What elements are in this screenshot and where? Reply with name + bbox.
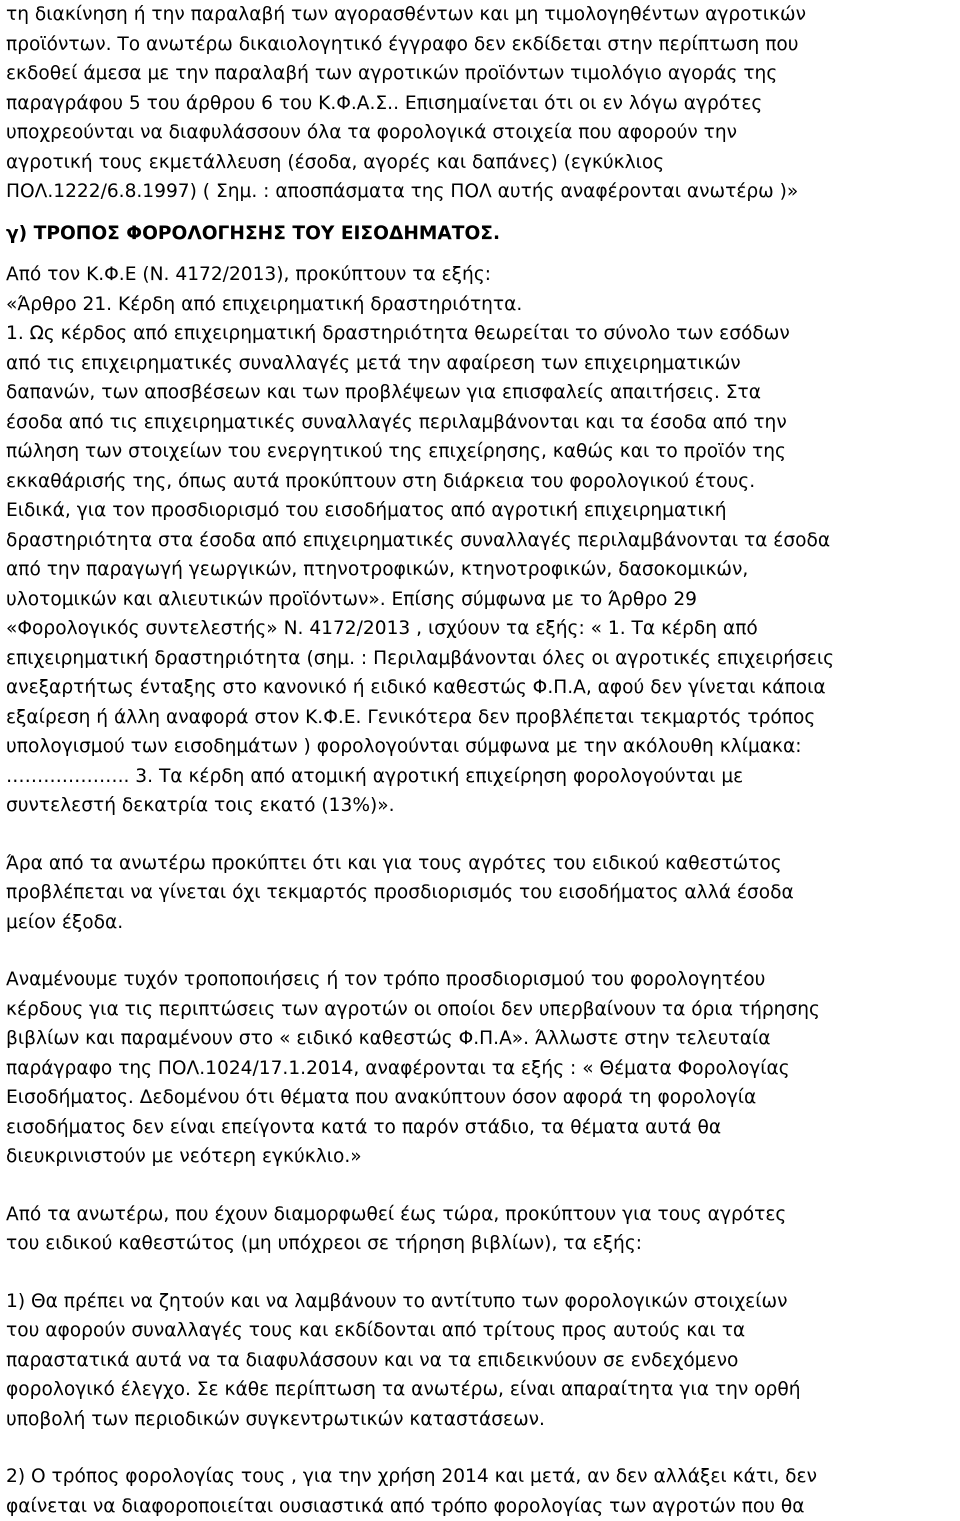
text-line: φορολογικό έλεγχο. Σε κάθε περίπτωση τα ανωτέρω, είναι απαραίτητα για την ορθή (6, 1375, 956, 1405)
text-line: πώληση των στοιχείων του ενεργητικού της επιχείρησης, καθώς και το προϊόν της (6, 437, 956, 467)
document-page (6, 0, 956, 1521)
text-line: έσοδα από τις επιχειρηματικές συναλλαγές περιλαμβάνονται και τα έσοδα από την (6, 408, 956, 438)
text-line: Από τον Κ.Φ.Ε (Ν. 4172/2013), προκύπτουν τα εξής: (6, 260, 956, 290)
text-line: από την παραγωγή γεωργικών, πτηνοτροφικών, κτηνοτροφικών, δασοκομικών, (6, 555, 956, 585)
text-line: Ειδικά, για τον προσδιορισμό του εισοδήματος από αγροτική επιχειρηματική (6, 496, 956, 526)
text-line: προϊόντων. Το ανωτέρω δικαιολογητικό έγγραφο δεν εκδίδεται στην περίπτωση που (6, 30, 956, 60)
paragraph-pending-changes (6, 965, 956, 1172)
text-line: συντελεστή δεκατρία τοις εκατό (13%)». (6, 791, 956, 821)
section-heading-block (6, 219, 956, 249)
text-line: μείον έξοδα. (6, 908, 956, 938)
paragraph-summary-intro (6, 1200, 956, 1259)
text-line: ΠΟΛ.1222/6.8.1997) ( Σημ. : αποσπάσματα της ΠΟΛ αυτής αναφέρονται ανωτέρω )» (6, 177, 956, 207)
text-line: υλοτομικών και αλιευτικών προϊόντων». Επίσης σύμφωνα με το Άρθρο 29 (6, 585, 956, 615)
text-line: επιχειρηματική δραστηριότητα (σημ. : Περιλαμβάνονται όλες οι αγροτικές επιχειρήσεις (6, 644, 956, 674)
text-line: «Φορολογικός συντελεστής» Ν. 4172/2013 , ισχύουν τα εξής: « 1. Τα κέρδη από (6, 614, 956, 644)
text-line: παράγραφο της ΠΟΛ.1024/17.1.2014, αναφέρονται τα εξής : « Θέματα Φορολογίας (6, 1054, 956, 1084)
text-line: εξαίρεση ή άλλη αναφορά στον Κ.Φ.Ε. Γενικότερα δεν προβλέπεται τεκμαρτός τρόπος (6, 703, 956, 733)
text-line: βιβλίων και παραμένουν στο « ειδικό καθεστώς Φ.Π.Α». Άλλωστε στην τελευταία (6, 1024, 956, 1054)
text-line: αγροτική τους εκμετάλλευση (έσοδα, αγορές και δαπάνες) (εγκύκλιος (6, 148, 956, 178)
text-line: υποβολή των περιοδικών συγκεντρωτικών καταστάσεων. (6, 1405, 956, 1435)
text-line: δαπανών, των αποσβέσεων και των προβλέψεων για επισφαλείς απαιτήσεις. Στα (6, 378, 956, 408)
text-line: του ειδικού καθεστώτος (μη υπόχρεοι σε τήρηση βιβλίων), τα εξής: (6, 1229, 956, 1259)
text-line: τη διακίνηση ή την παραλαβή των αγορασθέντων και μη τιμολογηθέντων αγροτικών (6, 0, 956, 30)
paragraph-intro (6, 0, 956, 207)
paragraph-law-excerpt (6, 260, 956, 821)
text-line: «Άρθρο 21. Κέρδη από επιχειρηματική δραστηριότητα. (6, 290, 956, 320)
text-line: δραστηριότητα στα έσοδα από επιχειρηματικές συναλλαγές περιλαμβάνονται τα έσοδα (6, 526, 956, 556)
text-line: Από τα ανωτέρω, που έχουν διαμορφωθεί έως τώρα, προκύπτουν για τους αγρότες (6, 1200, 956, 1230)
text-line: Εισοδήματος. Δεδομένου ότι θέματα που ανακύπτουν όσον αφορά τη φορολογία (6, 1083, 956, 1113)
text-line: εκδοθεί άμεσα με την παραλαβή των αγροτικών προϊόντων τιμολόγιο αγοράς της (6, 59, 956, 89)
text-line: 1. Ως κέρδος από επιχειρηματική δραστηριότητα θεωρείται το σύνολο των εσόδων (6, 319, 956, 349)
text-line: υπολογισμού των εισοδημάτων ) φορολογούνται σύμφωνα με την ακόλουθη κλίμακα: (6, 732, 956, 762)
text-line: ……………….. 3. Τα κέρδη από ατομική αγροτική επιχείρηση φορολογούνται με (6, 762, 956, 792)
text-line: εισοδήματος δεν είναι επείγοντα κατά το παρόν στάδιο, τα θέματα αυτά θα (6, 1113, 956, 1143)
list-item-1 (6, 1287, 956, 1435)
text-line: 2) Ο τρόπος φορολογίας τους , για την χρήση 2014 και μετά, αν δεν αλλάξει κάτι, δεν (6, 1462, 956, 1492)
text-line: κέρδους για τις περιπτώσεις των αγροτών οι οποίοι δεν υπερβαίνουν τα όρια τήρησης (6, 995, 956, 1025)
text-line: προβλέπεται να γίνεται όχι τεκμαρτός προσδιορισμός του εισοδήματος αλλά έσοδα (6, 878, 956, 908)
text-line: υποχρεούνται να διαφυλάσσουν όλα τα φορολογικά στοιχεία που αφορούν την (6, 118, 956, 148)
text-line: ανεξαρτήτως ένταξης στο κανονικό ή ειδικό καθεστώς Φ.Π.Α, αφού δεν γίνεται κάποια (6, 673, 956, 703)
paragraph-conclusion (6, 849, 956, 938)
text-line: διευκρινιστούν με νεότερη εγκύκλιο.» (6, 1142, 956, 1172)
text-line: Αναμένουμε τυχόν τροποποιήσεις ή τον τρόπο προσδιορισμού του φορολογητέου (6, 965, 956, 995)
text-line: Άρα από τα ανωτέρω προκύπτει ότι και για τους αγρότες του ειδικού καθεστώτος (6, 849, 956, 879)
list-item-2 (6, 1462, 956, 1521)
text-line: εκκαθάρισής της, όπως αυτά προκύπτουν στη διάρκεια του φορολογικού έτους. (6, 467, 956, 497)
text-line: του αφορούν συναλλαγές τους και εκδίδονται από τρίτους προς αυτούς και τα (6, 1316, 956, 1346)
text-line: παραγράφου 5 του άρθρου 6 του Κ.Φ.Α.Σ.. Επισημαίνεται ότι οι εν λόγω αγρότες (6, 89, 956, 119)
text-line: 1) Θα πρέπει να ζητούν και να λαμβάνουν το αντίτυπο των φορολογικών στοιχείων (6, 1287, 956, 1317)
text-line: φαίνεται να διαφοροποιείται ουσιαστικά από τρόπο φορολογίας των αγροτών που θα (6, 1492, 956, 1521)
section-heading: γ) ΤΡΟΠΟΣ ΦΟΡΟΛΟΓΗΣΗΣ ΤΟΥ ΕΙΣΟΔΗΜΑΤΟΣ. (6, 219, 956, 249)
text-line: παραστατικά αυτά να τα διαφυλάσσουν και να τα επιδεικνύουν σε ενδεχόμενο (6, 1346, 956, 1376)
text-line: από τις επιχειρηματικές συναλλαγές μετά την αφαίρεση των επιχειρηματικών (6, 349, 956, 379)
